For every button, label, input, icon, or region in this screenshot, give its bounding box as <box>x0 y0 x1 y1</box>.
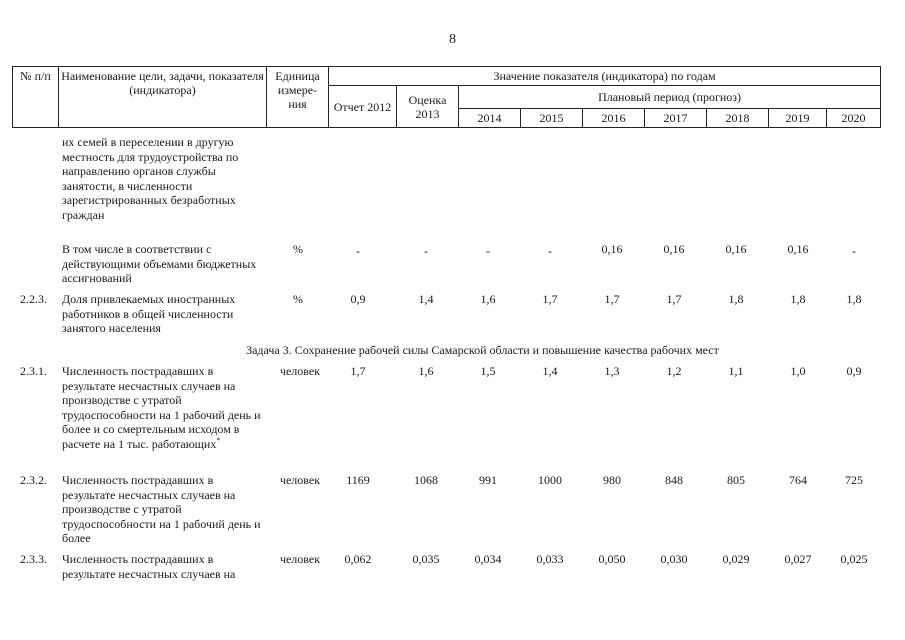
row-value: 0,034 <box>474 552 502 566</box>
header-col-estimate: Оценка 2013 <box>397 86 459 128</box>
row-value: - <box>424 244 428 258</box>
row-value: 980 <box>603 473 621 487</box>
header-year: 2016 <box>583 109 645 128</box>
row-value: 1,8 <box>728 292 744 306</box>
row-number: 2.2.3. <box>20 292 47 306</box>
row-value: 1068 <box>414 473 438 487</box>
header-col-report: Отчет 2012 <box>329 86 397 128</box>
row-value: 0,9 <box>846 364 862 378</box>
row-name-text: Численность пострадавших в результате несчастных случаев на производстве с утратой трудоспособности на 1 рабочий день и более и со смертельным исходом в расчете на 1 тыс. работающих <box>62 364 261 451</box>
task-heading: Задача 3. Сохранение рабочей силы Самарской области и повышение качества рабочих мест <box>246 343 719 357</box>
row-value: 1,7 <box>542 292 558 306</box>
row-value: 1,0 <box>790 364 806 378</box>
row-value: 1169 <box>346 473 370 487</box>
row-number: 2.3.1. <box>20 364 47 378</box>
row-name: В том числе в соответствии с действующими объемами бюджетных ассигнований <box>62 242 257 285</box>
row-name: Доля привлекаемых иностранных работников в общей численности занятого населения <box>62 292 236 335</box>
row-value: - <box>548 244 552 258</box>
header-year: 2018 <box>707 109 769 128</box>
row-value: 0,033 <box>536 552 564 566</box>
row-value: 1,8 <box>846 292 862 306</box>
row-value: 1,1 <box>728 364 744 378</box>
row-value: 1,4 <box>542 364 558 378</box>
header-year: 2017 <box>645 109 707 128</box>
row-value: 0,9 <box>350 292 366 306</box>
table-header <box>12 66 881 128</box>
row-value: 848 <box>665 473 683 487</box>
row-value: 1,4 <box>418 292 434 306</box>
header-year: 2020 <box>827 109 881 128</box>
header-col-values: Значение показателя (индикатора) по годам <box>329 67 881 86</box>
header-col-plan: Плановый период (прогноз) <box>459 86 881 109</box>
row-value: 1,7 <box>350 364 366 378</box>
row-value: - <box>486 244 490 258</box>
row-value: 1000 <box>538 473 562 487</box>
row-value: 0,035 <box>412 552 440 566</box>
row-value: 0,16 <box>663 242 685 256</box>
row-value: 0,16 <box>725 242 747 256</box>
row-value: 1,7 <box>666 292 682 306</box>
header-col-unit: Единица измере-ния <box>267 67 329 128</box>
page-number: 8 <box>449 32 456 47</box>
row-unit: % <box>293 292 303 306</box>
footnote-mark: * <box>216 435 221 445</box>
header-col-num: № п/п <box>13 67 59 128</box>
row-value: 0,030 <box>660 552 688 566</box>
row-value: 1,2 <box>666 364 682 378</box>
row-value: 0,16 <box>601 242 623 256</box>
row-unit: человек <box>279 552 321 566</box>
row-value: 1,8 <box>790 292 806 306</box>
row-value: - <box>356 244 360 258</box>
row-value: 0,029 <box>722 552 750 566</box>
row-value: 1,3 <box>604 364 620 378</box>
header-year: 2019 <box>769 109 827 128</box>
row-value: 0,16 <box>787 242 809 256</box>
row-unit: человек <box>279 364 321 378</box>
row-value: 805 <box>727 473 745 487</box>
header-year: 2015 <box>521 109 583 128</box>
row-value: 0,050 <box>598 552 626 566</box>
row-number: 2.3.3. <box>20 552 47 566</box>
row-value: 1,5 <box>480 364 496 378</box>
row-value: 1,6 <box>480 292 496 306</box>
row-value: 1,6 <box>418 364 434 378</box>
row-name: Численность пострадавших в результате несчастных случаев на <box>62 552 236 581</box>
row-value: 725 <box>845 473 863 487</box>
row-value: 0,062 <box>344 552 372 566</box>
row-name <box>62 364 267 451</box>
row-unit: % <box>293 242 303 256</box>
row-value: 0,025 <box>840 552 868 566</box>
row-name: Численность пострадавших в результате несчастных случаев на производстве с утратой трудоспособности на 1 рабочий день и более <box>62 473 261 545</box>
row-value: - <box>852 244 856 258</box>
continued-indicator-text: их семей в переселении в другую местность для трудоустройства по направлению органов службы занятости, в численности зарегистрированных безработных граждан <box>62 135 239 222</box>
header-col-name: Наименование цели, задачи, показателя (индикатора) <box>59 67 267 128</box>
row-value: 764 <box>789 473 807 487</box>
row-unit: человек <box>279 473 321 487</box>
row-value: 0,027 <box>784 552 812 566</box>
row-number: 2.3.2. <box>20 473 47 487</box>
header-year: 2014 <box>459 109 521 128</box>
row-value: 991 <box>479 473 497 487</box>
row-value: 1,7 <box>604 292 620 306</box>
